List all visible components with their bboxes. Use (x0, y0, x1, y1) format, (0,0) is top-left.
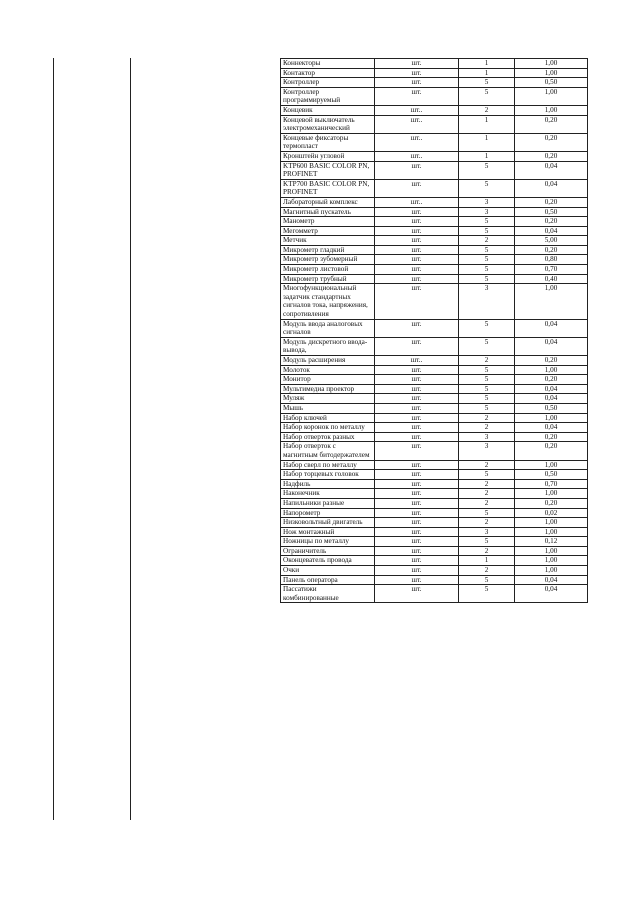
item-norm: 0,50 (515, 470, 588, 480)
item-name: Молоток (281, 365, 375, 375)
item-qty: 5 (459, 179, 515, 197)
table-row (281, 365, 588, 375)
item-norm: 0,04 (515, 575, 588, 585)
table-row (281, 59, 588, 69)
item-unit: шт. (375, 432, 459, 442)
item-name: Концевые фиксаторы термопласт (281, 133, 375, 151)
item-name: Ограничитель (281, 546, 375, 556)
item-qty: 2 (459, 546, 515, 556)
table-row (281, 527, 588, 537)
item-unit: шт. (375, 265, 459, 275)
item-name: Лабораторный комплекс (281, 197, 375, 207)
table-row (281, 470, 588, 480)
table-row (281, 498, 588, 508)
item-name: Мультимедиа проектор (281, 384, 375, 394)
item-norm: 0,20 (515, 197, 588, 207)
item-unit: шт. (375, 498, 459, 508)
item-name: Коннекторы (281, 59, 375, 69)
table-row (281, 105, 588, 115)
item-unit: шт. (375, 217, 459, 227)
item-name: Многофункциональный задатчик стандартных сигналов тока, напряжения, сопротивления (281, 284, 375, 319)
item-unit: шт. (375, 546, 459, 556)
item-name: Набор торцевых головок (281, 470, 375, 480)
item-norm: 1,00 (515, 518, 588, 528)
item-unit: шт. (375, 365, 459, 375)
item-norm: 0,50 (515, 403, 588, 413)
item-qty: 5 (459, 217, 515, 227)
item-norm: 0,20 (515, 115, 588, 133)
item-qty: 1 (459, 151, 515, 161)
item-qty: 2 (459, 356, 515, 366)
item-norm: 0,70 (515, 479, 588, 489)
item-norm: 0,04 (515, 337, 588, 355)
equipment-table (280, 58, 588, 603)
item-qty: 1 (459, 556, 515, 566)
item-unit: шт. (375, 226, 459, 236)
item-qty: 5 (459, 87, 515, 105)
item-name: Модуль дискретного ввода-вывода, (281, 337, 375, 355)
item-unit: шт. (375, 375, 459, 385)
item-name: Концевой выключатель электромеханический (281, 115, 375, 133)
item-unit: шт. (375, 442, 459, 460)
item-norm: 0,20 (515, 217, 588, 227)
left-column-border-1 (53, 58, 54, 820)
item-norm: 0,40 (515, 274, 588, 284)
item-unit: шт. (375, 508, 459, 518)
item-unit: шт. (375, 585, 459, 603)
item-name: Оконцеватель провода (281, 556, 375, 566)
item-qty: 1 (459, 59, 515, 69)
table-row (281, 161, 588, 179)
item-name: Очки (281, 566, 375, 576)
item-name: KTP600 BASIC COLOR PN, PROFINET (281, 161, 375, 179)
item-unit: шт. (375, 87, 459, 105)
item-name: Метчик (281, 236, 375, 246)
table-row (281, 236, 588, 246)
table-row (281, 413, 588, 423)
item-qty: 2 (459, 460, 515, 470)
table-row (281, 489, 588, 499)
item-name: Контроллер (281, 78, 375, 88)
item-qty: 2 (459, 413, 515, 423)
item-unit: шт.. (375, 356, 459, 366)
table-row (281, 337, 588, 355)
item-norm: 1,00 (515, 489, 588, 499)
table-row (281, 78, 588, 88)
item-qty: 2 (459, 518, 515, 528)
item-name: Магнитный пускатель (281, 207, 375, 217)
item-name: Набор сверл по металлу (281, 460, 375, 470)
item-unit: шт. (375, 566, 459, 576)
item-qty: 5 (459, 245, 515, 255)
item-name: Микрометр листовой (281, 265, 375, 275)
item-qty: 5 (459, 78, 515, 88)
item-qty: 5 (459, 319, 515, 337)
item-name: Кронштейн угловой (281, 151, 375, 161)
item-norm: 0,70 (515, 265, 588, 275)
item-norm: 0,50 (515, 207, 588, 217)
table-row (281, 394, 588, 404)
item-unit: шт.. (375, 115, 459, 133)
item-norm: 1,00 (515, 365, 588, 375)
left-column-border-2 (130, 58, 131, 820)
table-row (281, 460, 588, 470)
item-unit: шт. (375, 489, 459, 499)
item-unit: шт. (375, 179, 459, 197)
table-row (281, 255, 588, 265)
item-name: Набор ключей (281, 413, 375, 423)
item-qty: 1 (459, 133, 515, 151)
table-row (281, 217, 588, 227)
item-qty: 3 (459, 442, 515, 460)
item-name: Ножницы по металлу (281, 537, 375, 547)
item-qty: 1 (459, 68, 515, 78)
item-qty: 5 (459, 265, 515, 275)
item-norm: 0,20 (515, 442, 588, 460)
table-row (281, 207, 588, 217)
table-row (281, 115, 588, 133)
table-row (281, 319, 588, 337)
item-qty: 5 (459, 508, 515, 518)
item-qty: 3 (459, 284, 515, 319)
item-name: Контактор (281, 68, 375, 78)
item-qty: 5 (459, 375, 515, 385)
item-name: Монитор (281, 375, 375, 385)
item-norm: 1,00 (515, 556, 588, 566)
item-norm: 1,00 (515, 68, 588, 78)
item-norm: 0,04 (515, 179, 588, 197)
item-qty: 5 (459, 575, 515, 585)
table-row (281, 197, 588, 207)
item-name: Нож монтажный (281, 527, 375, 537)
item-name: Муляж (281, 394, 375, 404)
item-qty: 5 (459, 394, 515, 404)
item-norm: 1,00 (515, 59, 588, 69)
item-name: Мышь (281, 403, 375, 413)
item-qty: 2 (459, 498, 515, 508)
item-name: Концевик (281, 105, 375, 115)
table-row (281, 151, 588, 161)
table-row (281, 423, 588, 433)
item-name: Микрометр гладкий (281, 245, 375, 255)
item-norm: 0,20 (515, 133, 588, 151)
item-name: Надфиль (281, 479, 375, 489)
item-norm: 0,04 (515, 585, 588, 603)
item-norm: 1,00 (515, 105, 588, 115)
item-unit: шт. (375, 413, 459, 423)
item-qty: 5 (459, 537, 515, 547)
table-row (281, 284, 588, 319)
item-qty: 5 (459, 255, 515, 265)
item-unit: шт. (375, 575, 459, 585)
item-norm: 0,20 (515, 151, 588, 161)
item-qty: 5 (459, 365, 515, 375)
item-name: Низковольтный двигатель (281, 518, 375, 528)
item-norm: 1,00 (515, 566, 588, 576)
item-norm: 1,00 (515, 460, 588, 470)
table-row (281, 68, 588, 78)
item-unit: шт. (375, 274, 459, 284)
item-qty: 2 (459, 479, 515, 489)
item-norm: 0,20 (515, 356, 588, 366)
item-unit: шт. (375, 284, 459, 319)
item-name: KTP700 BASIC COLOR PN, PROFINET (281, 179, 375, 197)
item-norm: 1,00 (515, 527, 588, 537)
item-name: Панель оператора (281, 575, 375, 585)
item-norm: 0,04 (515, 319, 588, 337)
item-qty: 5 (459, 470, 515, 480)
table-row (281, 508, 588, 518)
table-row (281, 556, 588, 566)
table-row (281, 432, 588, 442)
item-unit: шт.. (375, 133, 459, 151)
item-unit: шт. (375, 78, 459, 88)
item-norm: 0,80 (515, 255, 588, 265)
item-name: Модуль расширения (281, 356, 375, 366)
item-norm: 1,00 (515, 546, 588, 556)
item-unit: шт. (375, 479, 459, 489)
item-qty: 5 (459, 274, 515, 284)
item-name: Микрометр трубный (281, 274, 375, 284)
item-unit: шт. (375, 556, 459, 566)
item-qty: 2 (459, 423, 515, 433)
table-row (281, 265, 588, 275)
item-norm: 0,02 (515, 508, 588, 518)
item-norm: 5,00 (515, 236, 588, 246)
item-unit: шт. (375, 319, 459, 337)
item-qty: 5 (459, 403, 515, 413)
item-qty: 2 (459, 105, 515, 115)
item-unit: шт. (375, 470, 459, 480)
item-name: Набор коронок по металлу (281, 423, 375, 433)
item-unit: шт. (375, 394, 459, 404)
table-row (281, 179, 588, 197)
item-qty: 1 (459, 115, 515, 133)
table-row (281, 566, 588, 576)
item-norm: 0,20 (515, 432, 588, 442)
item-norm: 0,04 (515, 384, 588, 394)
item-qty: 5 (459, 337, 515, 355)
table-row (281, 575, 588, 585)
item-unit: шт. (375, 207, 459, 217)
table-row (281, 274, 588, 284)
item-norm: 0,12 (515, 537, 588, 547)
item-unit: шт.. (375, 197, 459, 207)
item-qty: 3 (459, 197, 515, 207)
item-norm: 0,04 (515, 394, 588, 404)
item-unit: шт. (375, 161, 459, 179)
equipment-table-body (281, 59, 588, 603)
item-qty: 5 (459, 585, 515, 603)
item-name: Напильники разные (281, 498, 375, 508)
item-name: Набор отверток с магнитным битодержателем (281, 442, 375, 460)
item-norm: 0,50 (515, 78, 588, 88)
item-unit: шт. (375, 59, 459, 69)
item-norm: 1,00 (515, 87, 588, 105)
table-row (281, 226, 588, 236)
item-name: Наконечник (281, 489, 375, 499)
item-unit: шт. (375, 337, 459, 355)
item-qty: 3 (459, 432, 515, 442)
item-norm: 0,20 (515, 245, 588, 255)
item-norm: 0,04 (515, 161, 588, 179)
item-name: Модуль ввода аналоговых сигналов (281, 319, 375, 337)
item-unit: шт. (375, 423, 459, 433)
item-name: Набор отверток разных (281, 432, 375, 442)
item-unit: шт. (375, 537, 459, 547)
item-qty: 3 (459, 207, 515, 217)
item-name: Манометр (281, 217, 375, 227)
table-row (281, 133, 588, 151)
item-norm: 0,20 (515, 375, 588, 385)
item-name: Микрометр зубомерный (281, 255, 375, 265)
table-row (281, 518, 588, 528)
table-row (281, 403, 588, 413)
item-unit: шт. (375, 245, 459, 255)
item-qty: 2 (459, 489, 515, 499)
table-row (281, 245, 588, 255)
table-row (281, 479, 588, 489)
item-qty: 2 (459, 236, 515, 246)
item-unit: шт. (375, 460, 459, 470)
table-row (281, 585, 588, 603)
item-qty: 5 (459, 226, 515, 236)
item-unit: шт.. (375, 151, 459, 161)
item-unit: шт. (375, 68, 459, 78)
item-unit: шт. (375, 403, 459, 413)
table-row (281, 442, 588, 460)
item-norm: 0,20 (515, 498, 588, 508)
item-unit: шт. (375, 527, 459, 537)
table-row (281, 87, 588, 105)
table-row (281, 356, 588, 366)
item-norm: 1,00 (515, 284, 588, 319)
item-name: Контроллер программируемый (281, 87, 375, 105)
item-unit: шт.. (375, 105, 459, 115)
table-row (281, 375, 588, 385)
item-unit: шт. (375, 236, 459, 246)
table-row (281, 537, 588, 547)
item-name: Пассатижи комбинированные (281, 585, 375, 603)
item-qty: 2 (459, 566, 515, 576)
item-unit: шт. (375, 518, 459, 528)
item-norm: 0,04 (515, 423, 588, 433)
item-unit: шт. (375, 255, 459, 265)
item-qty: 5 (459, 161, 515, 179)
table-row (281, 546, 588, 556)
item-norm: 0,04 (515, 226, 588, 236)
item-qty: 5 (459, 384, 515, 394)
item-norm: 1,00 (515, 413, 588, 423)
item-name: Мегомметр (281, 226, 375, 236)
item-qty: 3 (459, 527, 515, 537)
item-name: Напорометр (281, 508, 375, 518)
item-unit: шт. (375, 384, 459, 394)
table-row (281, 384, 588, 394)
